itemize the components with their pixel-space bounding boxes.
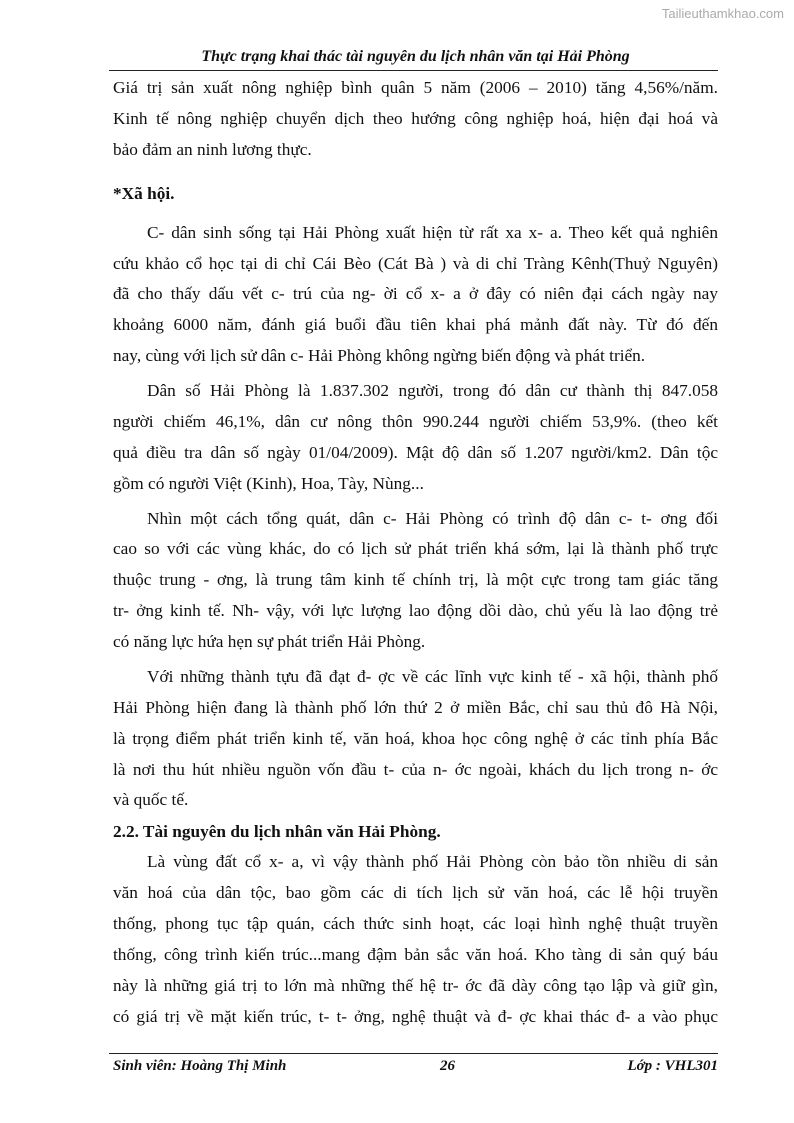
text-line: thống, phong tục tập quán, cách thức sinh hoạt, các loại hình nghệ thuật truyền xyxy=(113,914,718,933)
text-line: Hải Phòng hiện đang là thành phố lớn thứ 2 ở miền Bắc, chỉ sau thủ đô Hà Nội, xyxy=(113,698,718,717)
text-line: gồm có người Việt (Kinh), Hoa, Tày, Nùng... xyxy=(113,474,424,493)
footer-rule xyxy=(109,1053,718,1054)
footer-class: Lớp : VHL301 xyxy=(627,1058,718,1074)
text-line: có giá trị về mặt kiến trúc, t- t- ởng, nghệ thuật và đ- ợc khai thác đ- a vào phục xyxy=(113,1007,718,1026)
text-line: có năng lực hứa hẹn sự phát triển Hải Phòng. xyxy=(113,632,426,651)
page-number: 26 xyxy=(440,1058,455,1074)
text-line: này là những giá trị to lớn mà những thế hệ tr- ớc đã dày công tạo lập và giữ gìn, xyxy=(113,976,718,995)
text-line: thuộc trung - ơng, là trung tâm kinh tế chính trị, là một cực trong tam giác tăng xyxy=(113,570,718,589)
text-line: cao so với các vùng khác, do có lịch sử phát triển khá sớm, lại là thành phố trực xyxy=(113,539,718,558)
text-line: Dân số Hải Phòng là 1.837.302 người, trong đó dân cư thành thị 847.058 xyxy=(147,381,718,400)
text-line: đã cho thấy dấu vết c- trú của ng- ời cổ x- a ở đây có niên đại cách ngày nay xyxy=(113,284,718,303)
running-header: Thực trạng khai thác tài nguyên du lịch nhân văn tại Hải Phòng xyxy=(201,48,630,65)
text-line: cứu khảo cổ học tại di chỉ Cái Bèo (Cát Bà ) và di chỉ Tràng Kênh(Thuỷ Nguyên) xyxy=(113,254,718,273)
text-line: khoảng 6000 năm, đánh giá buổi đầu tiên khai phá mảnh đất này. Từ đó đến xyxy=(113,315,718,334)
section-heading: 2.2. Tài nguyên du lịch nhân văn Hải Phòng. xyxy=(113,822,441,841)
header-rule xyxy=(109,70,718,71)
text-line: là nơi thu hút nhiều nguồn vốn đầu t- của n- ớc ngoài, khách du lịch trong n- ớc xyxy=(113,760,718,779)
text-line: thống, công trình kiến trúc...mang đậm bản sắc văn hoá. Kho tàng di sản quý báu xyxy=(113,945,718,964)
text-line: Là vùng đất cổ x- a, vì vậy thành phố Hải Phòng còn bảo tồn nhiều di sản xyxy=(147,852,718,871)
text-line: Kinh tế nông nghiệp chuyển dịch theo hướng công nghiệp hoá, hiện đại hoá và xyxy=(113,109,718,128)
text-line: tr- ởng kinh tế. Nh- vậy, với lực lượng lao động dồi dào, chủ yếu là lao động trẻ xyxy=(113,601,718,620)
text-line: văn hoá của dân tộc, bao gồm các di tích lịch sử văn hoá, các lễ hội truyền xyxy=(113,883,718,902)
text-line: C- dân sinh sống tại Hải Phòng xuất hiện từ rất xa x- a. Theo kết quả nghiên xyxy=(147,223,718,242)
text-line: Với những thành tựu đã đạt đ- ợc về các lĩnh vực kinh tế - xã hội, thành phố xyxy=(147,667,718,686)
watermark: Tailieuthamkhao.com xyxy=(661,6,784,21)
footer-student: Sinh viên: Hoàng Thị Minh xyxy=(113,1058,287,1074)
text-line: và quốc tế. xyxy=(113,790,189,809)
section-heading: *Xã hội. xyxy=(113,184,175,203)
text-line: người chiếm 46,1%, dân cư nông thôn 990.244 người chiếm 53,9%. (theo kết xyxy=(113,412,718,431)
text-line: Nhìn một cách tổng quát, dân c- Hải Phòng có trình độ dân c- t- ơng đối xyxy=(147,509,718,528)
text-line: nay, cùng với lịch sử dân c- Hải Phòng không ngừng biến động và phát triển. xyxy=(113,346,646,365)
text-line: Giá trị sản xuất nông nghiệp bình quân 5 năm (2006 – 2010) tăng 4,56%/năm. xyxy=(113,78,718,97)
text-line: là trọng điểm phát triển kinh tế, văn hoá, khoa học công nghệ ở các tỉnh phía Bắc xyxy=(113,729,718,748)
text-line: quả điều tra dân số ngày 01/04/2009). Mật độ dân số 1.207 người/km2. Dân tộc xyxy=(113,443,718,462)
text-line: bảo đảm an ninh lương thực. xyxy=(113,140,312,159)
